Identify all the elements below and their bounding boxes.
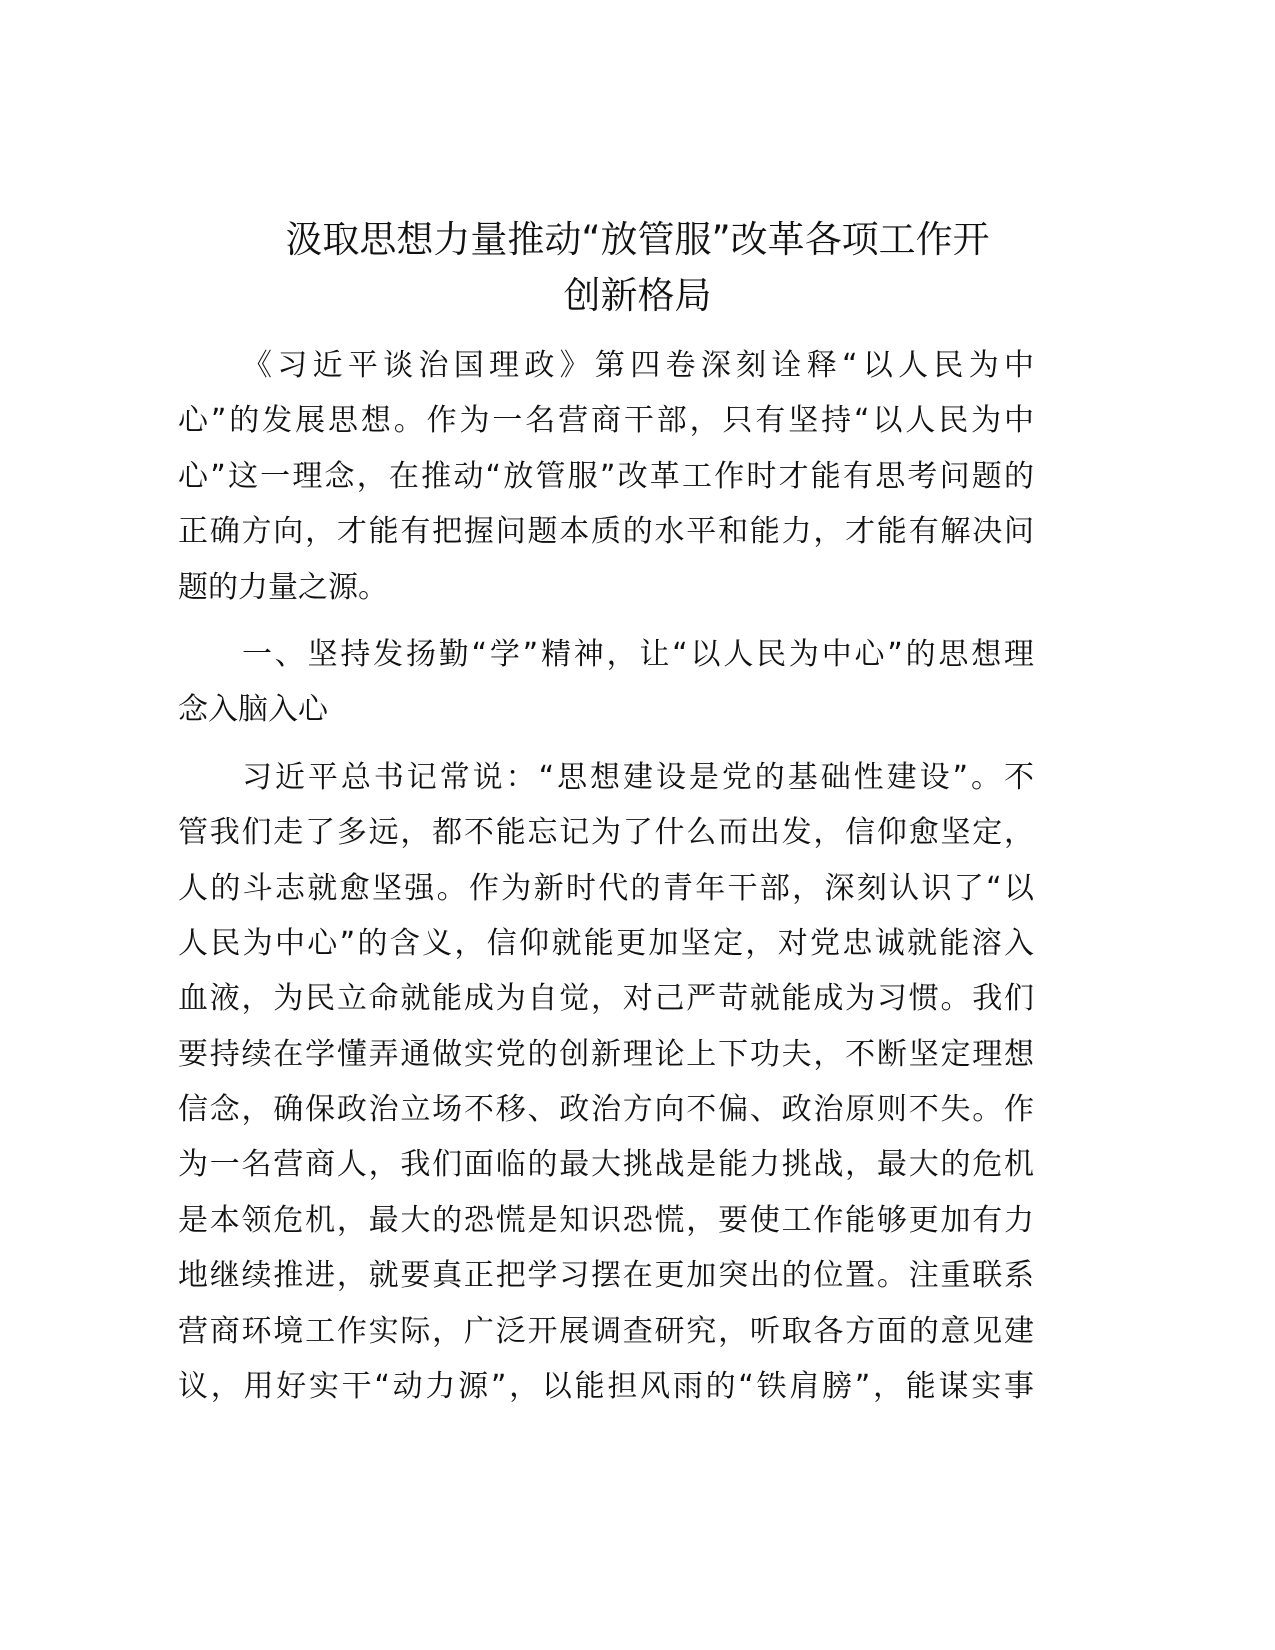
- title-line: 汲取思想力量推动“放管服”改革各项工作开: [285, 218, 990, 261]
- text-line: 《习近平谈治国理政》第四卷深刻诠释“以人民为中: [242, 348, 1034, 383]
- text-line: 心”这一理念，在推动“放管服”改革工作时才能有思考问题的: [178, 458, 1034, 494]
- document-body: [178, 338, 1034, 1426]
- text-line: 心”的发展思想。作为一名营商干部，只有坚持“以人民为中: [178, 403, 1034, 439]
- text-line: 管我们走了多远，都不能忘记为了什么而出发，信仰愈坚定，: [178, 815, 1034, 851]
- text-line: 要持续在学懂弄通做实党的创新理论上下功夫，不断坚定理想: [178, 1036, 1034, 1072]
- text-line: 人民为中心”的含义，信仰就能更加坚定，对党忠诚就能溶入: [178, 925, 1034, 961]
- text-line: 血液，为民立命就能成为自觉，对己严苛就能成为习惯。我们: [178, 981, 1034, 1017]
- paragraph: [178, 750, 1034, 1415]
- text-line: 题的力量之源。: [178, 569, 388, 605]
- text-line: 信念，确保政治立场不移、政治方向不偏、政治原则不失。作: [178, 1092, 1034, 1128]
- text-line: 正确方向，才能有把握问题本质的水平和能力，才能有解决问: [178, 514, 1034, 550]
- text-line: 念入脑入心: [178, 692, 328, 728]
- text-line: 一、坚持发扬勤“学”精神，让“以人民为中心”的思想理: [242, 636, 1034, 672]
- text-line: 营商环境工作实际，广泛开展调查研究，听取各方面的意见建: [178, 1313, 1034, 1349]
- text-line: 习近平总书记常说：“思想建设是党的基础性建设”。不: [242, 759, 1034, 795]
- document-title: [150, 212, 1125, 324]
- text-line: 人的斗志就愈坚强。作为新时代的青年干部，深刻认识了“以: [178, 870, 1034, 906]
- section-heading: [178, 627, 1034, 738]
- text-line: 为一名营商人，我们面临的最大挑战是能力挑战，最大的危机: [178, 1147, 1034, 1183]
- text-line: 议，用好实干“动力源”，以能担风雨的“铁肩膀”，能谋实事: [178, 1369, 1034, 1405]
- text-line: 地继续推进，就要真正把学习摆在更加突出的位置。注重联系: [178, 1258, 1034, 1294]
- text-line: 是本领危机，最大的恐慌是知识恐慌，要使工作能够更加有力: [178, 1202, 1034, 1238]
- title-line: 创新格局: [563, 274, 712, 317]
- paragraph: [178, 338, 1034, 615]
